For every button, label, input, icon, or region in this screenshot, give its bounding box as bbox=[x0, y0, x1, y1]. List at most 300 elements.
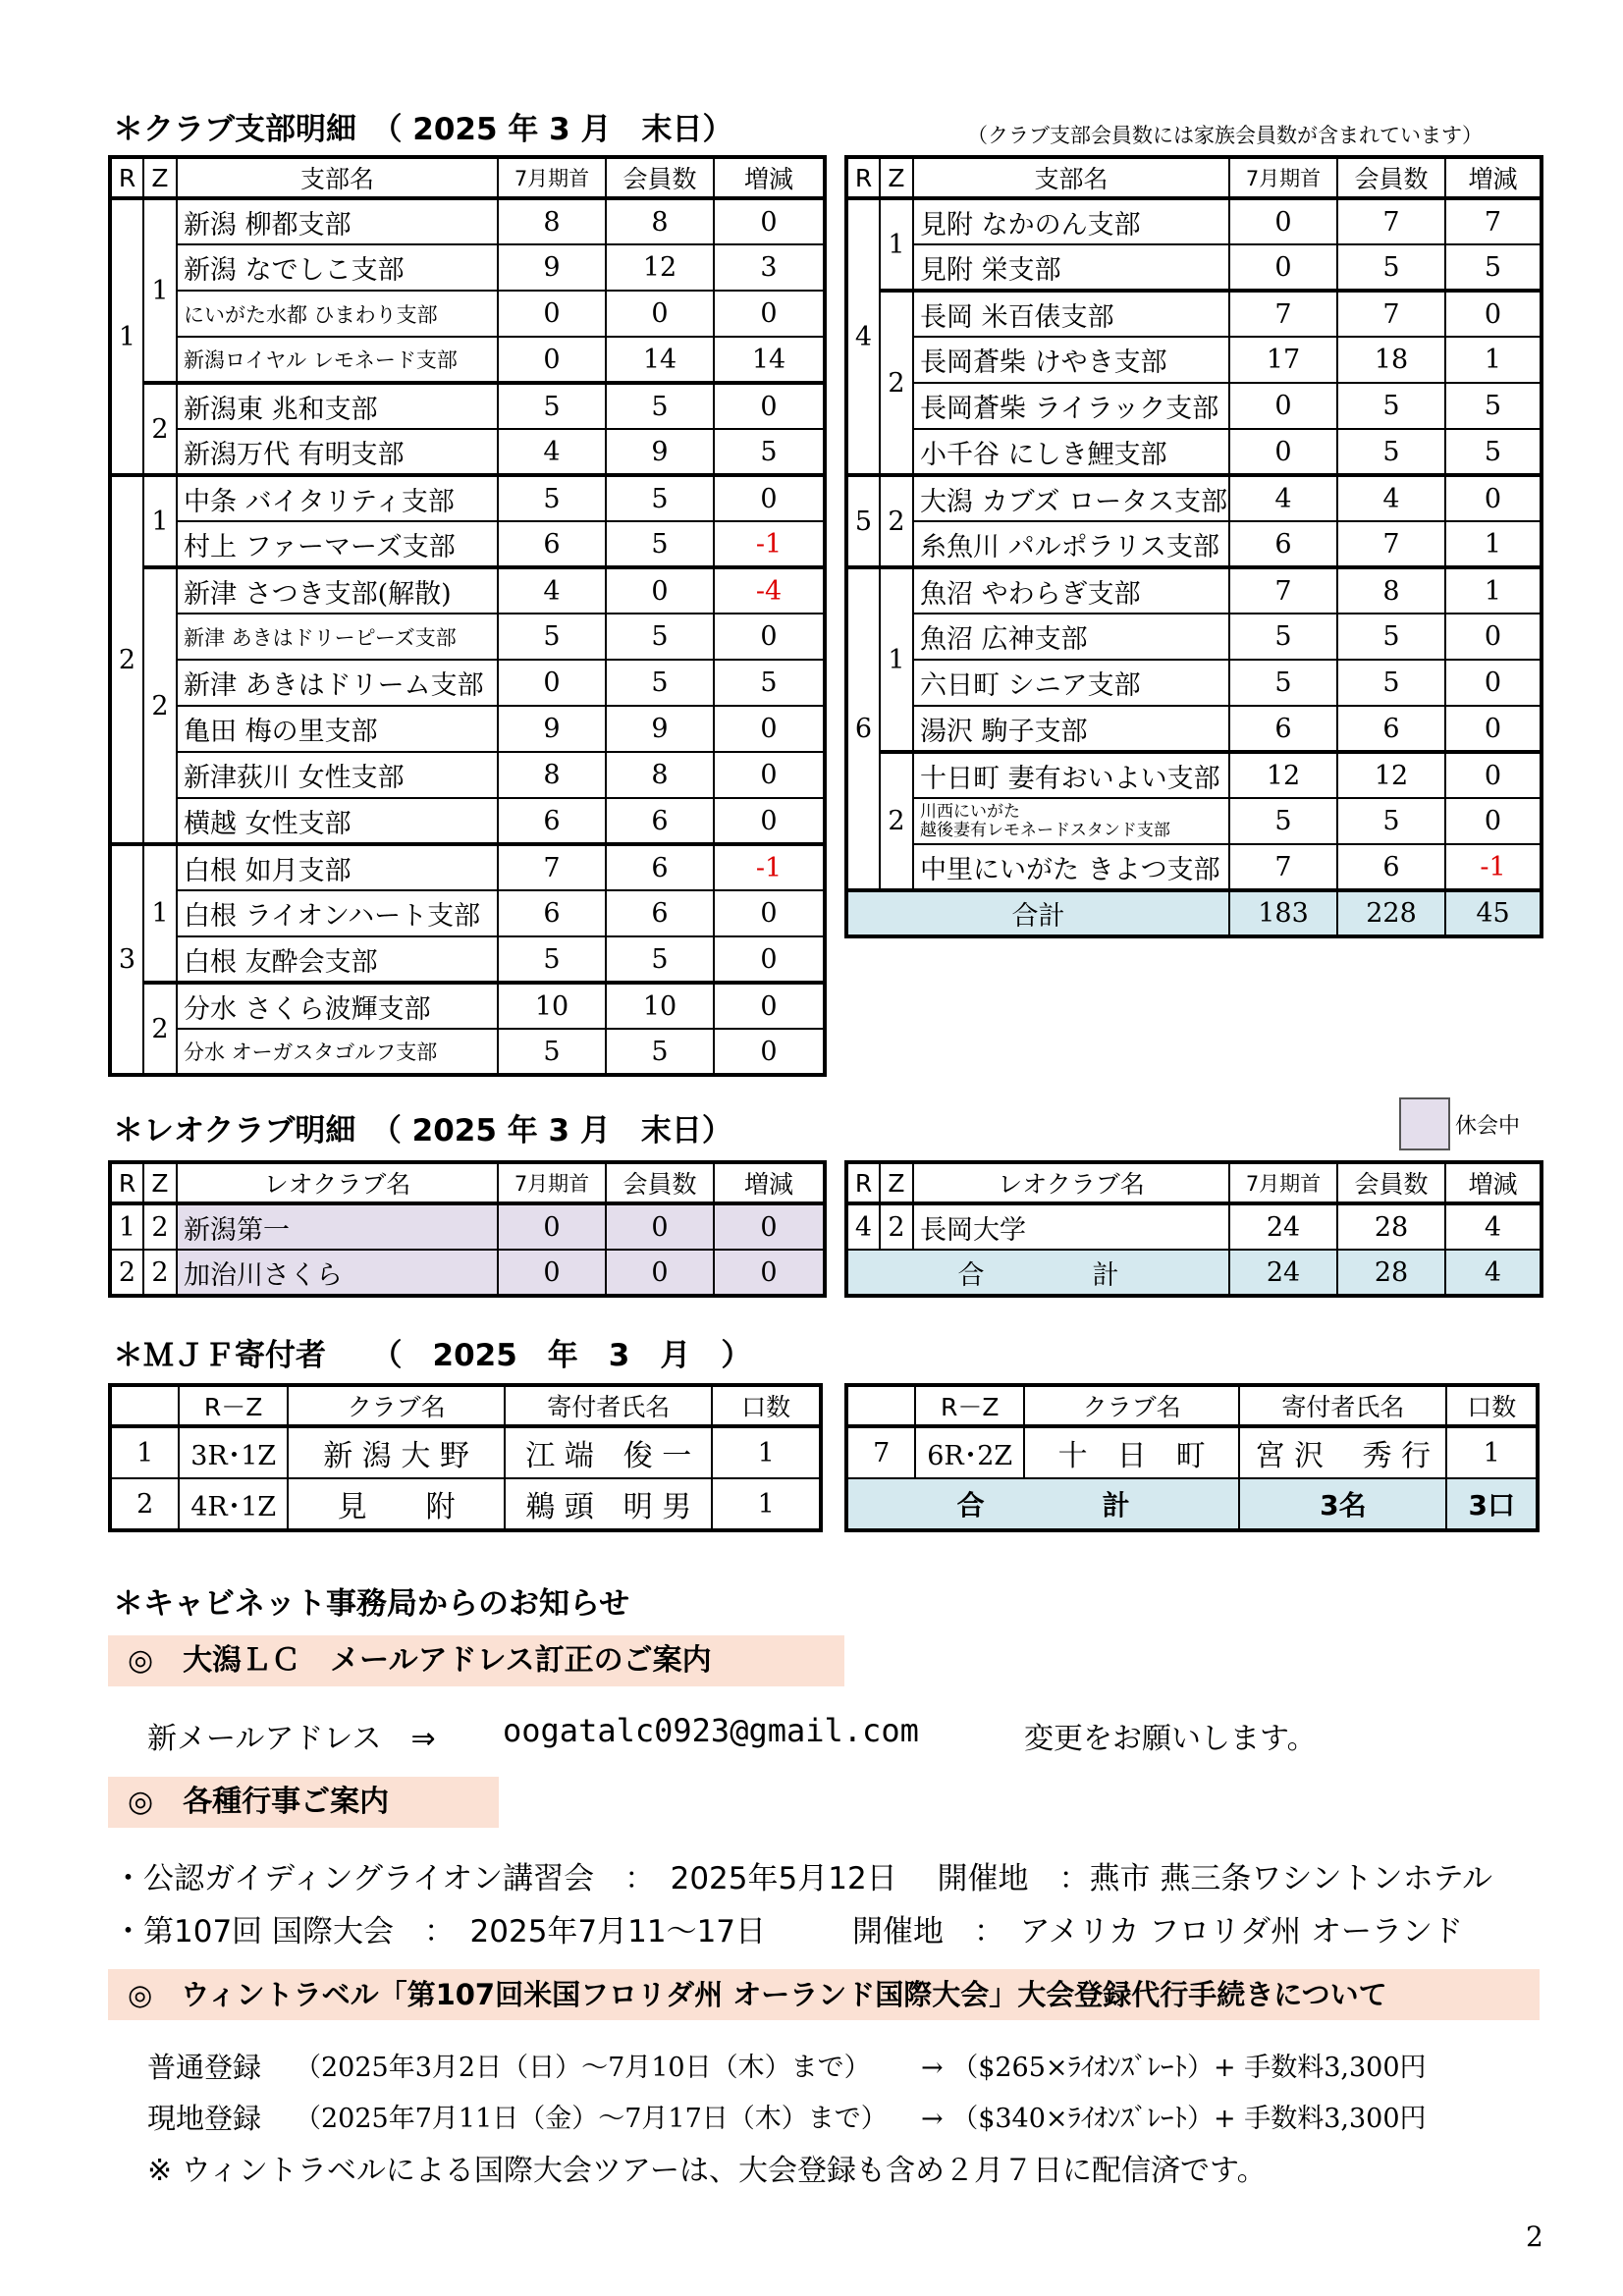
header-rz: R－Z bbox=[179, 1385, 288, 1426]
region-cell: 2 bbox=[110, 475, 143, 844]
table-row bbox=[110, 890, 825, 936]
header-change: 増減 bbox=[714, 157, 825, 198]
branch-name: 長岡 米百俵支部 bbox=[913, 291, 1229, 337]
member-count: 5 bbox=[606, 521, 714, 567]
change-count: 0 bbox=[1445, 752, 1542, 798]
change-count: 3 bbox=[714, 244, 825, 291]
row-number: 2 bbox=[110, 1478, 179, 1530]
club-table-right bbox=[844, 155, 1543, 938]
change-count: 5 bbox=[1445, 383, 1542, 429]
total-july: 183 bbox=[1229, 890, 1337, 936]
change-count: 0 bbox=[714, 798, 825, 844]
july-count: 5 bbox=[498, 614, 606, 660]
row-number: 7 bbox=[846, 1426, 915, 1478]
branch-name: 大潟 カブズ ロータス支部 bbox=[913, 475, 1229, 521]
member-count: 5 bbox=[1337, 660, 1445, 706]
member-count: 7 bbox=[1337, 521, 1445, 567]
table-row bbox=[110, 706, 825, 752]
rz-cell: 6R･2Z bbox=[915, 1426, 1024, 1478]
change-count: 0 bbox=[1445, 798, 1542, 844]
july-count: 5 bbox=[498, 936, 606, 983]
member-count: 4 bbox=[1337, 475, 1445, 521]
july-count: 0 bbox=[498, 660, 606, 706]
july-count: 12 bbox=[1229, 752, 1337, 798]
club-name: 十 日 町 bbox=[1024, 1426, 1239, 1478]
total-row bbox=[846, 1250, 1542, 1296]
table-row bbox=[846, 614, 1542, 660]
branch-name: 十日町 妻有おいよい支部 bbox=[913, 752, 1229, 798]
member-count: 6 bbox=[606, 844, 714, 890]
header-r: R bbox=[110, 157, 143, 198]
july-count: 5 bbox=[498, 1029, 606, 1075]
total-units: 3口 bbox=[1446, 1478, 1538, 1530]
units-cell: 1 bbox=[712, 1426, 821, 1478]
change-count: 0 bbox=[1445, 706, 1542, 752]
reg2-fee: → （$340×ﾗｲｵﾝｽﾞﾚｰﾄ）+ 手数料3,300円 bbox=[921, 2104, 1427, 2134]
july-count: 9 bbox=[498, 706, 606, 752]
change-count: 5 bbox=[714, 660, 825, 706]
change-count: -1 bbox=[1445, 844, 1542, 890]
change-count: 7 bbox=[1445, 198, 1542, 244]
member-count: 5 bbox=[606, 936, 714, 983]
zone-cell: 1 bbox=[143, 844, 177, 983]
header-july: 7月期首 bbox=[1229, 1162, 1337, 1203]
header-change: 増減 bbox=[1445, 157, 1542, 198]
header-no bbox=[110, 1385, 179, 1426]
july-count: 7 bbox=[498, 844, 606, 890]
member-count: 8 bbox=[606, 752, 714, 798]
reg1-fee: → （$265×ﾗｲｵﾝｽﾞﾚｰﾄ）+ 手数料3,300円 bbox=[921, 2053, 1427, 2083]
member-count: 12 bbox=[1337, 752, 1445, 798]
table-row bbox=[846, 567, 1542, 614]
july-count: 0 bbox=[498, 1203, 606, 1250]
branch-name: 分水 さくら波輝支部 bbox=[177, 983, 498, 1029]
member-count: 6 bbox=[1337, 706, 1445, 752]
table-row bbox=[846, 521, 1542, 567]
change-count: 0 bbox=[714, 198, 825, 244]
july-count: 0 bbox=[1229, 429, 1337, 475]
july-count: 24 bbox=[1229, 1203, 1337, 1250]
july-count: 0 bbox=[498, 1250, 606, 1296]
notice-banner-events: ◎ 各種行事ご案内 bbox=[108, 1777, 499, 1828]
change-count: 0 bbox=[714, 1029, 825, 1075]
member-count: 6 bbox=[606, 890, 714, 936]
member-count: 28 bbox=[1337, 1203, 1445, 1250]
club-note: （クラブ支部会員数には家族会員数が含まれています） bbox=[967, 124, 1483, 147]
units-cell: 1 bbox=[1446, 1426, 1538, 1478]
branch-name: 新津 さつき支部(解散) bbox=[177, 567, 498, 614]
member-count: 5 bbox=[1337, 383, 1445, 429]
branch-name: 白根 如月支部 bbox=[177, 844, 498, 890]
july-count: 4 bbox=[498, 429, 606, 475]
club-section-title: ＊クラブ支部明細 （ 2025 年 3 月 末日） bbox=[113, 112, 733, 147]
change-count: 1 bbox=[1445, 337, 1542, 383]
branch-name: にいがた水都 ひまわり支部 bbox=[177, 291, 498, 337]
header-july: 7月期首 bbox=[498, 157, 606, 198]
total-label-1: 合 bbox=[956, 1489, 985, 1522]
branch-name: 中条 バイタリティ支部 bbox=[177, 475, 498, 521]
zone-cell: 1 bbox=[880, 567, 913, 752]
branch-name: 亀田 梅の里支部 bbox=[177, 706, 498, 752]
header-donor: 寄付者氏名 bbox=[1239, 1385, 1446, 1426]
table-row bbox=[110, 1478, 821, 1530]
table-row bbox=[846, 844, 1542, 890]
table-row bbox=[110, 1426, 821, 1478]
branch-name: 見附 なかのん支部 bbox=[913, 198, 1229, 244]
header-z: Z bbox=[880, 1162, 913, 1203]
member-count: 5 bbox=[606, 660, 714, 706]
region-cell: 1 bbox=[110, 1203, 143, 1250]
header-july: 7月期首 bbox=[1229, 157, 1337, 198]
table-row bbox=[110, 291, 825, 337]
total-members: 228 bbox=[1337, 890, 1445, 936]
table-row bbox=[110, 936, 825, 983]
change-count: 5 bbox=[714, 429, 825, 475]
july-count: 6 bbox=[498, 798, 606, 844]
change-count: 0 bbox=[714, 936, 825, 983]
table-row bbox=[846, 1203, 1542, 1250]
july-count: 17 bbox=[1229, 337, 1337, 383]
total-label-1: 合 bbox=[957, 1259, 985, 1291]
change-count: 0 bbox=[1445, 660, 1542, 706]
branch-name: 新潟 なでしこ支部 bbox=[177, 244, 498, 291]
july-count: 0 bbox=[498, 291, 606, 337]
total-label bbox=[846, 1478, 1239, 1530]
branch-name: 新潟ロイヤル レモネード支部 bbox=[177, 337, 498, 383]
table-row bbox=[846, 383, 1542, 429]
change-count: 0 bbox=[714, 383, 825, 429]
change-count: 0 bbox=[714, 983, 825, 1029]
change-count: 0 bbox=[714, 1250, 825, 1296]
leo-club-name: 長岡大学 bbox=[913, 1203, 1229, 1250]
page-number: 2 bbox=[1526, 2220, 1543, 2253]
table-row bbox=[110, 614, 825, 660]
table-row bbox=[110, 1029, 825, 1075]
july-count: 7 bbox=[1229, 844, 1337, 890]
header-rz: R－Z bbox=[915, 1385, 1024, 1426]
member-count: 0 bbox=[606, 1250, 714, 1296]
member-count: 5 bbox=[1337, 614, 1445, 660]
member-count: 5 bbox=[1337, 429, 1445, 475]
branch-name: 村上 ファーマーズ支部 bbox=[177, 521, 498, 567]
table-row bbox=[846, 198, 1542, 244]
total-july: 24 bbox=[1229, 1250, 1337, 1296]
header-r: R bbox=[846, 157, 880, 198]
change-count: 5 bbox=[1445, 429, 1542, 475]
total-change: 45 bbox=[1445, 890, 1542, 936]
total-label: 合計 bbox=[846, 890, 1229, 936]
table-row bbox=[846, 244, 1542, 291]
member-count: 10 bbox=[606, 983, 714, 1029]
table-row bbox=[110, 752, 825, 798]
member-count: 18 bbox=[1337, 337, 1445, 383]
member-count: 9 bbox=[606, 429, 714, 475]
july-count: 0 bbox=[1229, 198, 1337, 244]
zone-cell: 1 bbox=[143, 198, 177, 383]
header-july: 7月期首 bbox=[498, 1162, 606, 1203]
reg2-label: 現地登録 bbox=[147, 2102, 262, 2135]
rz-cell: 3R･1Z bbox=[179, 1426, 288, 1478]
july-count: 5 bbox=[498, 383, 606, 429]
branch-name bbox=[913, 798, 1229, 844]
zone-cell: 2 bbox=[880, 1203, 913, 1250]
branch-name: 見附 栄支部 bbox=[913, 244, 1229, 291]
table-row bbox=[110, 1203, 825, 1250]
member-count: 5 bbox=[606, 475, 714, 521]
july-count: 0 bbox=[1229, 383, 1337, 429]
total-donors: 3名 bbox=[1239, 1478, 1446, 1530]
leo-club-name: 新潟第一 bbox=[177, 1203, 498, 1250]
table-row bbox=[846, 752, 1542, 798]
event-item-2-venue: 開催地 ： アメリカ フロリダ州 オーランド bbox=[852, 1914, 1464, 1949]
table-row bbox=[110, 475, 825, 521]
table-row bbox=[846, 291, 1542, 337]
region-cell: 3 bbox=[110, 844, 143, 1075]
branch-name-line2: 越後妻有レモネードスタンド支部 bbox=[920, 820, 1170, 840]
member-count: 5 bbox=[606, 383, 714, 429]
branch-name: 長岡蒼柴 けやき支部 bbox=[913, 337, 1229, 383]
header-club: クラブ名 bbox=[1024, 1385, 1239, 1426]
branch-name: 分水 オーガスタゴルフ支部 bbox=[177, 1029, 498, 1075]
header-members: 会員数 bbox=[1337, 1162, 1445, 1203]
total-row bbox=[846, 890, 1542, 936]
club-name: 新 潟 大 野 bbox=[288, 1426, 505, 1478]
change-count: 0 bbox=[1445, 614, 1542, 660]
mjf-table-right bbox=[844, 1383, 1540, 1532]
member-count: 0 bbox=[606, 291, 714, 337]
july-count: 7 bbox=[1229, 567, 1337, 614]
zone-cell: 2 bbox=[143, 567, 177, 844]
change-count: -1 bbox=[714, 521, 825, 567]
table-row bbox=[110, 567, 825, 614]
july-count: 6 bbox=[498, 890, 606, 936]
leo-table-left bbox=[108, 1160, 827, 1298]
member-count: 7 bbox=[1337, 291, 1445, 337]
member-count: 14 bbox=[606, 337, 714, 383]
units-cell: 1 bbox=[712, 1478, 821, 1530]
change-count: 0 bbox=[714, 475, 825, 521]
change-count: 0 bbox=[714, 614, 825, 660]
zone-cell: 2 bbox=[143, 383, 177, 475]
july-count: 8 bbox=[498, 198, 606, 244]
header-z: Z bbox=[143, 1162, 177, 1203]
table-row bbox=[110, 337, 825, 383]
header-members: 会員数 bbox=[606, 1162, 714, 1203]
table-row bbox=[110, 983, 825, 1029]
branch-name: 糸魚川 パルポラリス支部 bbox=[913, 521, 1229, 567]
header-members: 会員数 bbox=[1337, 157, 1445, 198]
branch-name: 長岡蒼柴 ライラック支部 bbox=[913, 383, 1229, 429]
travel-footnote: ※ ウィントラベルによる国際大会ツアーは、大会登録も含め２月７日に配信済です。 bbox=[147, 2154, 1267, 2188]
total-row bbox=[846, 1478, 1538, 1530]
total-label bbox=[846, 1250, 1229, 1296]
row-number: 1 bbox=[110, 1426, 179, 1478]
table-header-row bbox=[110, 1162, 825, 1203]
branch-name-line1: 川西にいがた bbox=[920, 801, 1020, 822]
table-header-row bbox=[846, 1162, 1542, 1203]
member-count: 8 bbox=[606, 198, 714, 244]
notice-banner-travel: ◎ ウィントラベル「第107回米国フロリダ州 オーランド国際大会」大会登録代行手続きについて bbox=[108, 1969, 1540, 2020]
branch-name: 新潟東 兆和支部 bbox=[177, 383, 498, 429]
table-header-row bbox=[846, 1385, 1538, 1426]
header-club: クラブ名 bbox=[288, 1385, 505, 1426]
july-count: 6 bbox=[1229, 521, 1337, 567]
zone-cell: 2 bbox=[880, 752, 913, 890]
table-row bbox=[846, 429, 1542, 475]
table-row bbox=[110, 1250, 825, 1296]
change-count: -4 bbox=[714, 567, 825, 614]
branch-name: 新潟万代 有明支部 bbox=[177, 429, 498, 475]
change-count: 0 bbox=[714, 1203, 825, 1250]
header-no bbox=[846, 1385, 915, 1426]
header-members: 会員数 bbox=[606, 157, 714, 198]
header-r: R bbox=[110, 1162, 143, 1203]
notice-banner-email: ◎ 大潟ＬＣ メールアドレス訂正のご案内 bbox=[108, 1635, 844, 1686]
zone-cell: 1 bbox=[143, 475, 177, 567]
header-name: レオクラブ名 bbox=[913, 1162, 1229, 1203]
total-label-2: 計 bbox=[1092, 1259, 1119, 1291]
change-count: 0 bbox=[714, 752, 825, 798]
member-count: 9 bbox=[606, 706, 714, 752]
region-cell: 5 bbox=[846, 475, 880, 567]
table-header-row bbox=[110, 157, 825, 198]
table-row bbox=[846, 798, 1542, 844]
header-donor: 寄付者氏名 bbox=[505, 1385, 712, 1426]
header-name: レオクラブ名 bbox=[177, 1162, 498, 1203]
donor-name: 江 端 俊 一 bbox=[505, 1426, 712, 1478]
change-count: 4 bbox=[1445, 1203, 1542, 1250]
change-count: 0 bbox=[714, 291, 825, 337]
mjf-table-left bbox=[108, 1383, 823, 1532]
july-count: 5 bbox=[1229, 614, 1337, 660]
july-count: 8 bbox=[498, 752, 606, 798]
region-cell: 6 bbox=[846, 567, 880, 890]
table-row bbox=[110, 244, 825, 291]
branch-name: 魚沼 広神支部 bbox=[913, 614, 1229, 660]
table-row bbox=[846, 706, 1542, 752]
member-count: 12 bbox=[606, 244, 714, 291]
reg2-period: （2025年7月11日（金）～7月17日（木）まで） bbox=[295, 2104, 888, 2134]
donor-name: 鵜 頭 明 男 bbox=[505, 1478, 712, 1530]
july-count: 6 bbox=[1229, 706, 1337, 752]
july-count: 10 bbox=[498, 983, 606, 1029]
table-row bbox=[846, 1426, 1538, 1478]
table-row bbox=[110, 383, 825, 429]
header-change: 増減 bbox=[714, 1162, 825, 1203]
branch-name: 白根 友酔会支部 bbox=[177, 936, 498, 983]
member-count: 5 bbox=[606, 1029, 714, 1075]
region-cell: 1 bbox=[110, 198, 143, 475]
member-count: 7 bbox=[1337, 198, 1445, 244]
leo-table-right bbox=[844, 1160, 1543, 1298]
leo-section-title: ＊レオクラブ明細 （ 2025 年 3 月 末日） bbox=[113, 1113, 732, 1148]
branch-name: 中里にいがた きよつ支部 bbox=[913, 844, 1229, 890]
member-count: 5 bbox=[1337, 244, 1445, 291]
change-count: 14 bbox=[714, 337, 825, 383]
club-table-left bbox=[108, 155, 827, 1077]
change-count: 0 bbox=[714, 890, 825, 936]
member-count: 5 bbox=[1337, 798, 1445, 844]
header-units: 口数 bbox=[1446, 1385, 1538, 1426]
table-row bbox=[110, 844, 825, 890]
july-count: 0 bbox=[1229, 244, 1337, 291]
mjf-section-title: ＊ＭＪＦ寄付者 （ 2025 年 3 月 ） bbox=[113, 1338, 752, 1373]
july-count: 5 bbox=[1229, 660, 1337, 706]
branch-name: 六日町 シニア支部 bbox=[913, 660, 1229, 706]
donor-name: 宮 沢 秀 行 bbox=[1239, 1426, 1446, 1478]
inactive-legend-swatch bbox=[1399, 1097, 1450, 1150]
member-count: 0 bbox=[606, 567, 714, 614]
member-count: 5 bbox=[606, 614, 714, 660]
region-cell: 4 bbox=[846, 198, 880, 475]
change-count: 0 bbox=[1445, 475, 1542, 521]
zone-cell: 2 bbox=[880, 291, 913, 475]
july-count: 6 bbox=[498, 521, 606, 567]
change-count: -1 bbox=[714, 844, 825, 890]
table-header-row bbox=[110, 1385, 821, 1426]
branch-name: 新潟 柳都支部 bbox=[177, 198, 498, 244]
zone-cell: 2 bbox=[143, 1250, 177, 1296]
zone-cell: 2 bbox=[143, 1203, 177, 1250]
reg1-label: 普通登録 bbox=[147, 2051, 262, 2084]
change-count: 5 bbox=[1445, 244, 1542, 291]
table-row bbox=[846, 475, 1542, 521]
notice-section-title: ＊キャビネット事務局からのお知らせ bbox=[113, 1586, 630, 1622]
new-email-label: 新メールアドレス ⇒ bbox=[147, 1722, 436, 1756]
event-item-1: ・公認ガイディングライオン講習会 ： 2025年5月12日 開催地 ：燕市 燕三条ワシントンホテル bbox=[113, 1861, 1493, 1896]
branch-name: 白根 ライオンハート支部 bbox=[177, 890, 498, 936]
total-label-2: 計 bbox=[1102, 1489, 1130, 1522]
branch-name: 小千谷 にしき鯉支部 bbox=[913, 429, 1229, 475]
july-count: 4 bbox=[498, 567, 606, 614]
region-cell: 2 bbox=[110, 1250, 143, 1296]
july-count: 0 bbox=[498, 337, 606, 383]
table-row bbox=[110, 521, 825, 567]
header-units: 口数 bbox=[712, 1385, 821, 1426]
header-name: 支部名 bbox=[913, 157, 1229, 198]
zone-cell: 2 bbox=[880, 475, 913, 567]
branch-name: 新津荻川 女性支部 bbox=[177, 752, 498, 798]
table-row bbox=[110, 660, 825, 706]
email-change-request: 変更をお願いします。 bbox=[1024, 1722, 1317, 1756]
branch-name: 魚沼 やわらぎ支部 bbox=[913, 567, 1229, 614]
table-header-row bbox=[846, 157, 1542, 198]
new-email-address: oogatalc0923@gmail.com bbox=[503, 1712, 919, 1749]
member-count: 6 bbox=[606, 798, 714, 844]
region-cell: 4 bbox=[846, 1203, 880, 1250]
table-row bbox=[846, 337, 1542, 383]
reg1-period: （2025年3月2日（日）～7月10日（木）まで） bbox=[295, 2053, 871, 2083]
header-name: 支部名 bbox=[177, 157, 498, 198]
rz-cell: 4R･1Z bbox=[179, 1478, 288, 1530]
table-row bbox=[110, 198, 825, 244]
event-item-2: ・第107回 国際大会 ： 2025年7月11～17日 bbox=[113, 1914, 767, 1949]
header-z: Z bbox=[143, 157, 177, 198]
july-count: 9 bbox=[498, 244, 606, 291]
branch-name: 新津 あきはドリーピーズ支部 bbox=[177, 614, 498, 660]
member-count: 8 bbox=[1337, 567, 1445, 614]
table-row bbox=[110, 798, 825, 844]
change-count: 0 bbox=[1445, 291, 1542, 337]
branch-name: 湯沢 駒子支部 bbox=[913, 706, 1229, 752]
member-count: 0 bbox=[606, 1203, 714, 1250]
table-row bbox=[846, 660, 1542, 706]
july-count: 4 bbox=[1229, 475, 1337, 521]
branch-name: 横越 女性支部 bbox=[177, 798, 498, 844]
table-row bbox=[110, 429, 825, 475]
leo-club-name: 加治川さくら bbox=[177, 1250, 498, 1296]
zone-cell: 1 bbox=[880, 198, 913, 291]
